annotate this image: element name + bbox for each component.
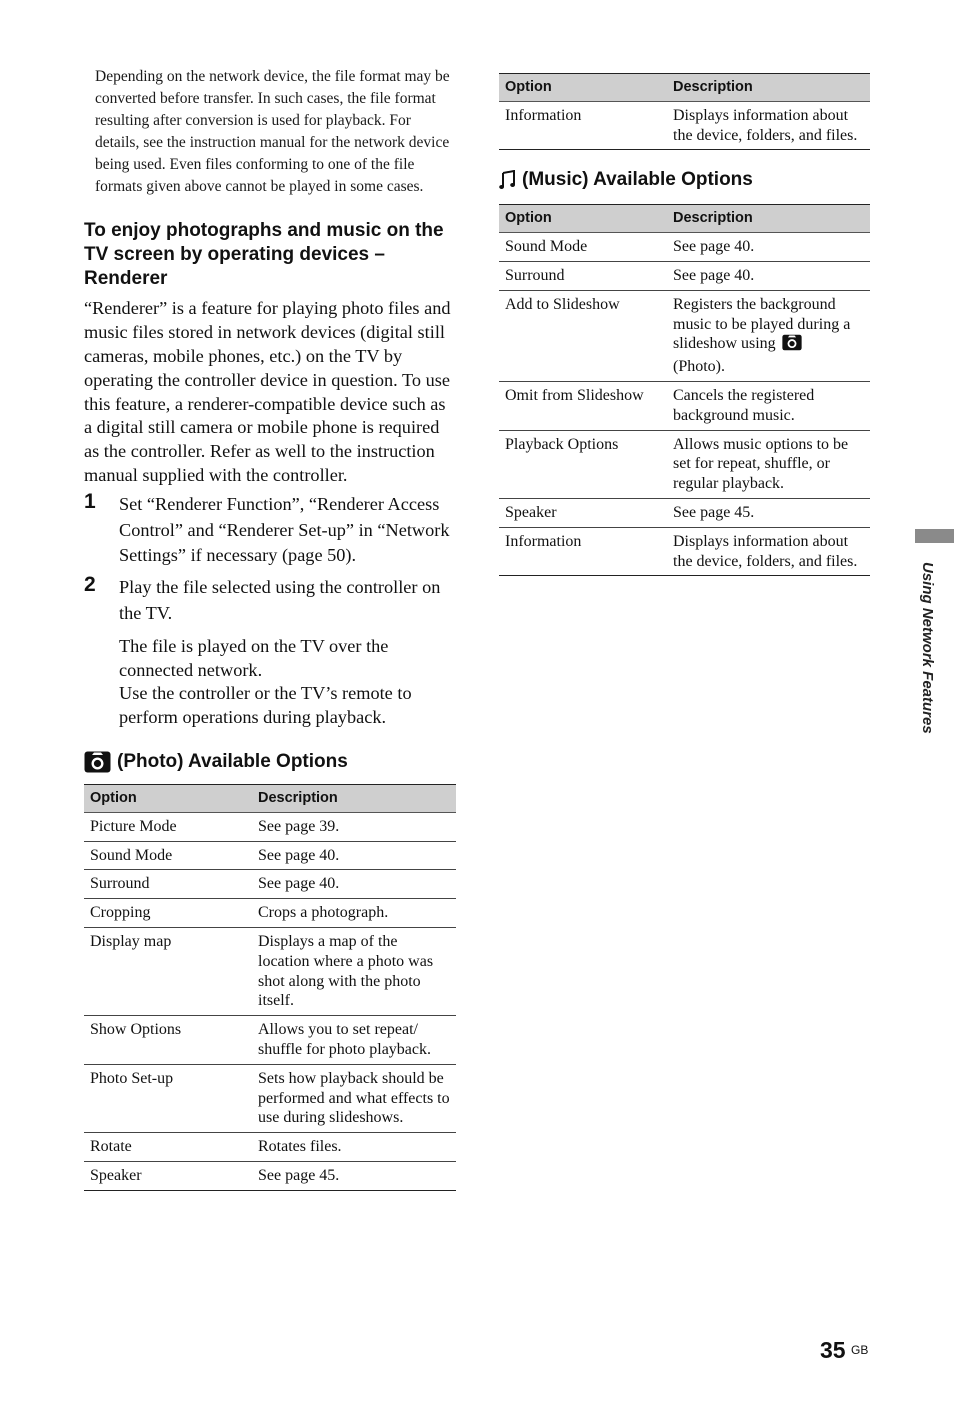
section-side-label: Using Network Features xyxy=(919,562,936,734)
option-cell: Surround xyxy=(84,870,252,899)
format-note: Depending on the network device, the file format may be converted before transfer. In such cases, the file format resulting after conversion is used for playback. For details, see the instruction manual for the network device being used. Even files conforming to one of the file formats given above cannot be played in some cases. xyxy=(95,68,450,195)
description-cell: See page 40. xyxy=(667,261,870,290)
photo-options-title: (Photo) Available Options xyxy=(117,750,348,772)
music-options-title: (Music) Available Options xyxy=(522,169,753,191)
description-text: Registers the background music to be played during a slideshow using xyxy=(673,295,851,353)
option-cell: Cropping xyxy=(84,899,252,928)
music-note-icon xyxy=(499,170,516,190)
option-cell: Sound Mode xyxy=(84,841,252,870)
option-cell: Picture Mode xyxy=(84,812,252,841)
option-cell: Photo Set-up xyxy=(84,1064,252,1132)
table-row xyxy=(499,261,870,290)
step-result-line: Use the controller or the TV’s remote to perform operations during playback. xyxy=(119,683,412,728)
table-row xyxy=(84,1133,456,1162)
page-region-suffix: GB xyxy=(851,1343,869,1357)
table-row xyxy=(499,101,870,150)
table-header-row xyxy=(499,205,870,233)
table-row xyxy=(499,290,870,381)
page-number: 35 xyxy=(820,1337,846,1363)
description-cell: Sets how playback should be performed and what effects to use during slideshows. xyxy=(252,1064,456,1132)
option-cell: Omit from Slideshow xyxy=(499,381,667,430)
section-tab-marker xyxy=(915,529,954,543)
description-text: (Photo). xyxy=(673,358,725,376)
table-header-row xyxy=(84,784,456,812)
left-column xyxy=(84,66,456,1191)
table-row xyxy=(84,870,456,899)
column-header-description: Description xyxy=(252,784,456,812)
camera-icon xyxy=(782,334,802,357)
column-header-option: Option xyxy=(499,205,667,233)
step-result-line: The file is played on the TV over the connected network. xyxy=(119,635,389,680)
description-cell: See page 45. xyxy=(252,1161,456,1190)
option-cell: Information xyxy=(499,527,667,576)
option-cell: Playback Options xyxy=(499,430,667,498)
table-row xyxy=(499,527,870,576)
option-cell: Information xyxy=(499,101,667,150)
step-result xyxy=(84,635,456,730)
column-header-option: Option xyxy=(499,74,667,102)
description-cell: Rotates files. xyxy=(252,1133,456,1162)
camera-icon xyxy=(84,751,111,773)
step-text: Play the file selected using the controller on the TV. xyxy=(119,577,441,623)
music-options-heading xyxy=(499,168,870,192)
description-cell: See page 40. xyxy=(252,870,456,899)
description-cell: Allows music options to be set for repeat, shuffle, or regular playback. xyxy=(667,430,870,498)
description-cell: See page 39. xyxy=(252,812,456,841)
photo-options-table xyxy=(84,784,456,1191)
step-1 xyxy=(84,489,456,569)
description-cell: Allows you to set repeat/ shuffle for photo playback. xyxy=(252,1016,456,1065)
option-cell: Show Options xyxy=(84,1016,252,1065)
option-cell: Speaker xyxy=(499,498,667,527)
column-header-description: Description xyxy=(667,205,870,233)
option-cell: Display map xyxy=(84,927,252,1015)
column-header-description: Description xyxy=(667,74,870,102)
table-header-row xyxy=(499,74,870,102)
description-cell: See page 40. xyxy=(252,841,456,870)
option-cell: Rotate xyxy=(84,1133,252,1162)
option-cell: Add to Slideshow xyxy=(499,290,667,381)
table-row xyxy=(84,1161,456,1190)
step-number: 1 xyxy=(84,489,96,513)
description-cell: Crops a photograph. xyxy=(252,899,456,928)
photo-options-heading xyxy=(84,750,456,774)
music-options-table xyxy=(499,204,870,576)
right-column xyxy=(499,73,870,576)
option-cell: Sound Mode xyxy=(499,233,667,262)
step-number: 2 xyxy=(84,573,96,597)
table-row xyxy=(84,1064,456,1132)
description-cell xyxy=(667,290,870,381)
description-cell: Cancels the registered background music. xyxy=(667,381,870,430)
table-row xyxy=(499,233,870,262)
table-row xyxy=(84,927,456,1015)
description-cell: Displays a map of the location where a photo was shot along with the photo itself. xyxy=(252,927,456,1015)
column-header-option: Option xyxy=(84,784,252,812)
table-row xyxy=(499,381,870,430)
table-row xyxy=(84,1016,456,1065)
option-cell: Speaker xyxy=(84,1161,252,1190)
renderer-heading: To enjoy photographs and music on the TV screen by operating devices – Renderer xyxy=(84,220,444,290)
description-cell: See page 40. xyxy=(667,233,870,262)
description-cell: Displays information about the device, folders, and files. xyxy=(667,101,870,150)
step-text: Set “Renderer Function”, “Renderer Access Control” and “Renderer Set-up” in “Network Settings” if necessary (page 50). xyxy=(119,493,450,566)
step-2 xyxy=(84,575,456,627)
table-row xyxy=(84,812,456,841)
description-cell: See page 45. xyxy=(667,498,870,527)
table-row xyxy=(84,841,456,870)
description-cell: Displays information about the device, folders, and files. xyxy=(667,527,870,576)
table-row xyxy=(84,899,456,928)
renderer-intro: “Renderer” is a feature for playing photo files and music files stored in network devices (digital still cameras, mobile phones, etc.) on the TV by operating the controller device in question. To use this feature, a renderer-compatible device such as a digital still camera or mobile phone is required as the controller. Refer as well to the instruction manual supplied with the controller. xyxy=(84,298,451,486)
table-row xyxy=(499,430,870,498)
photo-options-table-continued xyxy=(499,73,870,150)
option-cell: Surround xyxy=(499,261,667,290)
table-row xyxy=(499,498,870,527)
